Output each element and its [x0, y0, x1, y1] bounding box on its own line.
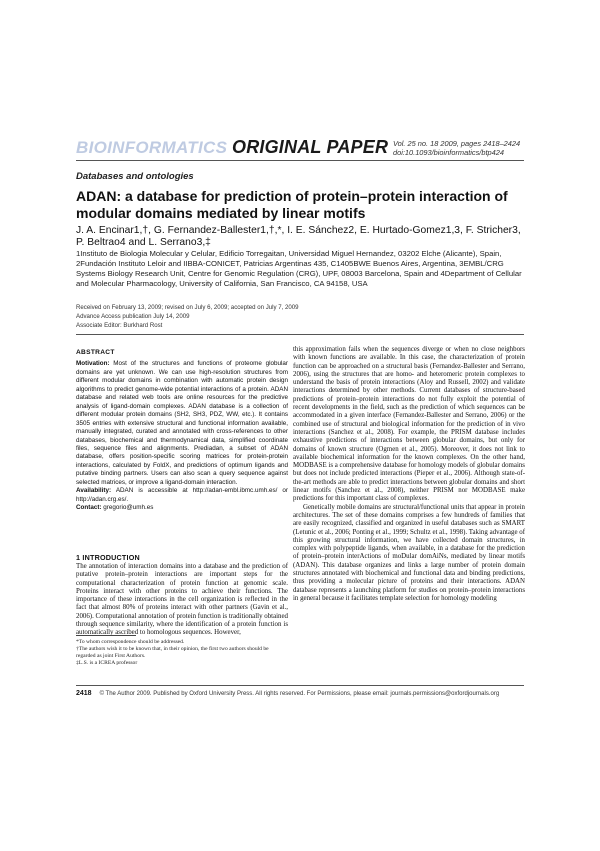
right-column: [293, 346, 525, 603]
journal-name: BIOINFORMATICS: [76, 138, 228, 157]
associate-editor: Associate Editor: Burkhard Rost: [76, 322, 163, 329]
intro-heading: 1 INTRODUCTION: [76, 553, 140, 562]
paper-title: ADAN: a database for prediction of protein–protein interaction of modular domains mediated by linear motifs: [76, 188, 508, 221]
contact-label: Contact:: [76, 504, 102, 512]
section-tag: Databases and ontologies: [76, 171, 194, 182]
citation-doi: doi:10.1093/bioinformatics/btp424: [393, 148, 504, 157]
citation-volume: Vol. 25 no. 18 2009, pages 2418–2424: [393, 139, 521, 148]
page-footer: [76, 690, 528, 697]
abstract-availability: [76, 487, 288, 504]
abstract: [76, 349, 288, 513]
paper-type: ORIGINAL PAPER: [232, 137, 389, 157]
footnotes: [76, 639, 288, 667]
contact-email[interactable]: gregorio@umh.es: [103, 504, 154, 512]
footnote-icrea: ‡L.S. is a ICREA professor: [76, 660, 138, 667]
affiliations: 1Instituto de Biologia Molecular y Celular, Edificio Torregaitan, Universidad Miguel Hernandez, 03202 Elche (Alicante), Spain, 2Fundación Instituto Leloir and IIBBA-CONICET, Patricias Argentinas 435, C1405BWE Buenos Aires, Argentina, 3EMBL/CRG Systems Biology Research Unit, Centre for Genomic Regulation (CRG), UPF, 08003 Barcelona, Spain and 4Department of Cellular and Molecular Pharmacology, University of California, San Francisco, CA 94158, USA: [76, 249, 522, 289]
header-rule: [76, 160, 524, 161]
abstract-contact: [76, 504, 288, 512]
author-list: J. A. Encinar1,†, G. Fernandez-Ballester1,†,*, I. E. Sánchez2, E. Hurtado-Gomez1,3, F. Stricher3, P. Beltrao4 and L. Serrano3,‡: [76, 225, 521, 248]
advance-access: Advance Access publication July 14, 2009: [76, 313, 190, 320]
received-date: Received on February 13, 2009; revised on July 6, 2009; accepted on July 7, 2009: [76, 304, 299, 311]
footnote-correspondence: *To whom correspondence should be addressed.: [76, 639, 185, 645]
body-paragraph-2: Genetically mobile domains are structural/functional units that appear in protein architectures. The set of these domains comprises a few hundreds of families that are easily recognized, classified and organized in useful databases such as SMART (Letunic et al., 2006; Ponting et al., 1999; Schultz et al., 1998). Taking advantage of this growing structural information, we have collected domain structures, in complex with polypeptide ligands, when available, in a database for the prediction of protein–protein interActions of moDular domAiNs, mediated by linear motifs (ADAN). This database organizes and links a large number of protein domain structures annotated with biochemical and functional data and binding predictions, thus providing a molecular picture of proteins and their interactions. ADAN database represents a launching platform for studies on protein–protein interactions in general because it facilitates template selection for homology modeling: [293, 503, 525, 602]
availability-label: Availability:: [76, 487, 112, 495]
availability-text[interactable]: ADAN is accessible at http://adan-embl.ibmc.umh.es/ or http://adan.crg.es/.: [76, 487, 288, 503]
footnote-rule: [76, 635, 136, 636]
abstract-heading: ABSTRACT: [76, 349, 115, 356]
title-block-rule: [76, 334, 524, 335]
motivation-label: Motivation:: [76, 360, 110, 368]
footer-rule: [76, 685, 524, 686]
abstract-motivation: [76, 360, 288, 487]
publication-dates: [76, 303, 528, 330]
body-paragraph-1: this approximation fails when the sequences diverge or when no close neighbors with known functions are available. In this case, the characterization of protein function can be approached on a structural basis (Fernandez-Ballester and Serrano, 2006), using the structures that are homo- and heteromeric protein complexes to understand the basis of protein interactions (Aloy and Russell, 2002) and validate interactions determined by other methods. Current databases of structure-based predictions of protein–protein interactions do not fully exploit the potential of recent developments in the field, such as the prediction of which sequences can be accommodated in a given interface (Fernandez-Ballester and Serrano, 2006) or the combined use of structural and biological information for the prediction of in vivo interactions (Sanchez et al., 2008). For example, the PRISM database includes exhaustive predictions of interactions between globular domains, but only for domains of known structure (Ogmen et al., 2005). Moreover, it does not link to available biochemical information for the known complexes. On the other hand, MODBASE is a comprehensive database for homology models of globular domains but does not include predicted interactions (Pieper et al., 2006). Although state-of-the-art methods are able to predict interactions between globular domains and short linear motifs (Sanchez et al., 2008), neither PRISM nor MODBASE make predictions for this important class of complexes.: [293, 346, 525, 503]
motivation-text: Most of the structures and functions of proteome globular domains are yet unknown. We can use high-resolution structures from different modular domains in combination with automatic protein design algorithms to predict genome-wide potential interactions of a protein. ADAN database and related web tools are online resources for the predictive analysis of ligand-domain complexes. ADAN database is a collection of different modular protein domains (SH2, SH3, PDZ, WW, etc.). It contains 3505 entries with extensive structural and functional information available, manually integrated, curated and annotated with cross-references to other databases, biochemical and thermodynamical data, simplified coordinate files, sequence files and alignments. Prediadan, a subset of ADAN database, offers position-specific scoring matrices for protein-protein interactions, calculated by FoldX, and predictions of optimum ligands and putative binding partners. Users can also scan a query sequence against selected matrices, or improve a ligand-domain interaction.: [76, 360, 288, 486]
citation: [393, 139, 520, 157]
footnote-joint-authors: †The authors wish it to be known that, in their opinion, the first two authors should be regarded as joint First Authors.: [76, 646, 269, 660]
copyright-notice: © The Author 2009. Published by Oxford University Press. All rights reserved. For Permissions, please email: journals.permissions@oxfordjournals.org: [99, 691, 500, 697]
page-number: 2418: [76, 690, 92, 697]
intro-paragraph: The annotation of interaction domains into a database and the prediction of putative protein–protein interactions are important steps for the computational characterization of protein function at genomic scale. Proteins interact with other proteins to achieve their functions. The importance of these interactions in the cell organization is reflected in the fact that almost 80% of proteins interact with other partners (Gavin et al., 2006). Computational annotation of protein function is traditionally obtained through sequence similarity, where the identification of a protein function is automatically ascribed to homologous sequences. However,: [76, 563, 288, 637]
